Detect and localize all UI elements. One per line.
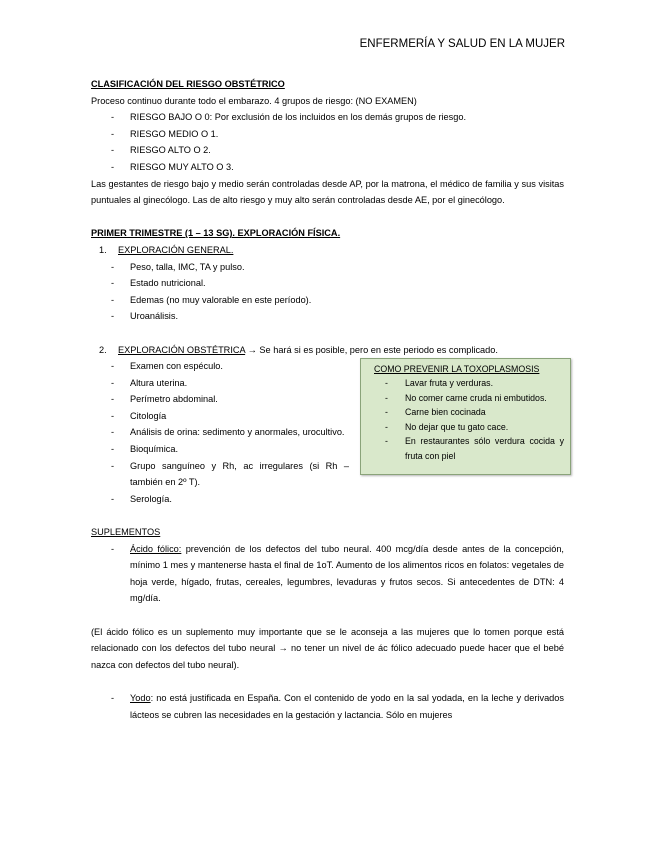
list-item: - No comer carne cruda ni embutidos.: [365, 391, 566, 406]
section-title-trimestre: PRIMER TRIMESTRE (1 – 13 SG). EXPLORACIÓN FÍSICA.: [91, 228, 341, 239]
riesgo-intro: Proceso continuo durante todo el embarazo. 4 grupos de riesgo: (NO EXAMEN): [91, 95, 417, 106]
acido-folico-item: [91, 541, 564, 607]
list-item: - Grupo sanguíneo y Rh, ac irregulares (si Rh – también en 2º T).: [91, 458, 349, 491]
list-item: - Análisis de orina: sedimento y anormales, urocultivo.: [91, 424, 349, 441]
page-header: ENFERMERÍA Y SALUD EN LA MUJER: [359, 38, 565, 50]
list-item: - Examen con espéculo.: [91, 358, 349, 375]
heading-note: → Se hará si es posible, pero en este periodo es complicado.: [245, 344, 498, 355]
suplementos-list: [91, 541, 564, 607]
heading-number: 2.: [99, 344, 107, 355]
list-item: - Uroanálisis.: [91, 308, 564, 325]
list-item: - RIESGO BAJO O 0: Por exclusión de los incluidos en los demás grupos de riesgo.: [91, 109, 564, 126]
list-item: - Edemas (no muy valorable en este período).: [91, 292, 564, 309]
acido-folico-text: prevención de los defectos del tubo neural. 400 mcg/día desde antes de la concepción, mínimo 1 mes y mantenerse hasta el final de 1oT. Aumento de los alimentos ricos en folatos: vegetales de hoja verde, hígado, frutas, cereales, legumbres, levaduras y frutos secos. Si antecedentes de DTN: 4 mg/día.: [130, 543, 564, 604]
document-body: [91, 76, 564, 723]
acido-folico-label: Ácido fólico:: [130, 543, 182, 554]
riesgo-paragraph: Las gestantes de riesgo bajo y medio serán controladas desde AP, por la matrona, el médico de familia y sus visitas puntuales al ginecólogo. Las de alto riesgo y muy alto serán controladas desde AE, por el ginecólogo.: [91, 178, 564, 206]
list-item: - RIESGO ALTO O 2.: [91, 142, 564, 159]
suplementos-list-2: [91, 690, 564, 723]
list-item: - En restaurantes sólo verdura cocida y fruta con piel: [365, 434, 566, 463]
list-item: - RIESGO MUY ALTO O 3.: [91, 159, 564, 176]
yodo-label: Yodo: [130, 692, 151, 703]
list-item: - Serología.: [91, 491, 349, 508]
exploracion-general-heading: [91, 242, 564, 259]
yodo-item: [91, 690, 564, 723]
heading-number: 1.: [99, 244, 107, 255]
list-item: - Estado nutricional.: [91, 275, 564, 292]
exploracion-general-list: [91, 259, 564, 325]
list-item: - Carne bien cocinada: [365, 405, 566, 420]
section-title-suplementos: SUPLEMENTOS: [91, 527, 161, 538]
list-item: - RIESGO MEDIO O 1.: [91, 126, 564, 143]
list-item: - Altura uterina.: [91, 375, 349, 392]
list-item: - Citología: [91, 408, 349, 425]
toxoplasmosis-box: [360, 358, 571, 475]
toxoplasmosis-title: COMO PREVENIR LA TOXOPLASMOSIS: [374, 363, 540, 374]
section-title-riesgo: CLASIFICACIÓN DEL RIESGO OBSTÉTRICO: [91, 79, 285, 89]
exploracion-obstetrica-block: [91, 342, 564, 508]
list-item: - Perímetro abdominal.: [91, 391, 349, 408]
list-item: - Peso, talla, IMC, TA y pulso.: [91, 259, 564, 276]
list-item: - Lavar fruta y verduras.: [365, 376, 566, 391]
toxoplasmosis-list: [365, 376, 566, 464]
yodo-text: : no está justificada en España. Con el contenido de yodo en la sal yodada, en la leche y derivados lácteos se cubren las necesidades en la gestación y lactancia. Sólo en mujeres: [130, 692, 564, 720]
acido-folico-note: (El ácido fólico es un suplemento muy importante que se le aconseja a las mujeres que lo tomen porque está relacionado con los defectos del tubo neural → no tener un nivel de ác fólico adecuado puede hacer que el bebé nazca con defectos del tubo neural).: [91, 626, 564, 670]
list-item: - No dejar que tu gato cace.: [365, 420, 566, 435]
riesgo-list: [91, 109, 564, 175]
exploracion-obstetrica-heading: [91, 342, 564, 359]
exploracion-obstetrica-list: [91, 358, 349, 507]
list-item: - Bioquímica.: [91, 441, 349, 458]
heading-label: EXPLORACIÓN OBSTÉTRICA: [118, 344, 246, 355]
heading-label: EXPLORACIÓN GENERAL.: [118, 244, 234, 255]
